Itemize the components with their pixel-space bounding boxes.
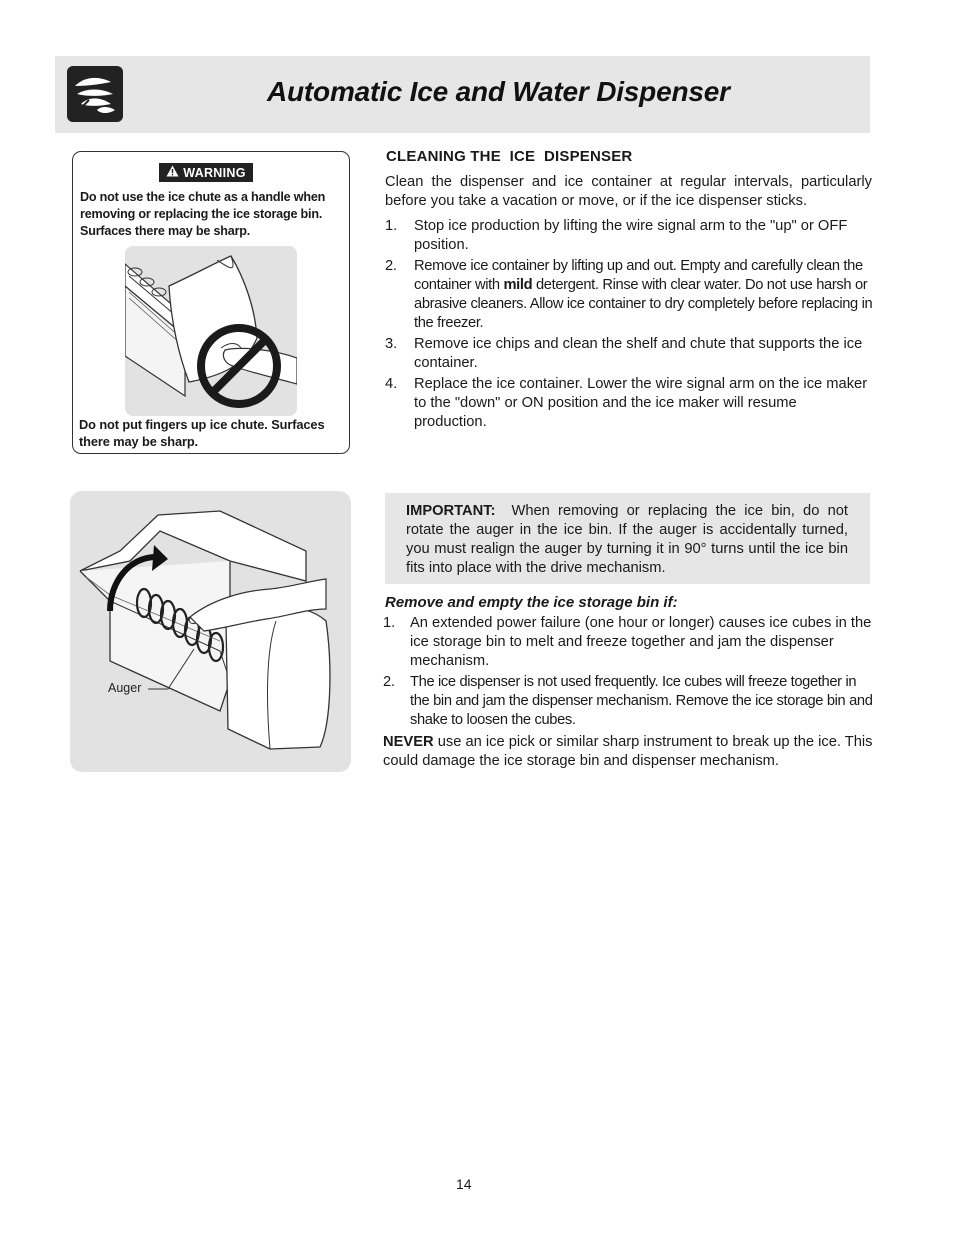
- leaves-logo-icon: [67, 66, 123, 122]
- list-item: [385, 257, 873, 333]
- cleaning-steps: [385, 217, 873, 434]
- warning-text-bottom: Do not put fingers up ice chute. Surfaces there may be sharp.: [79, 417, 325, 449]
- list-item: [385, 335, 873, 373]
- important-note: [385, 493, 870, 584]
- warning-triangle-icon: [166, 165, 179, 180]
- cleaning-intro: Clean the dispenser and ice container at regular intervals, particularly before you take a vacation or move, or if the ice dispenser sticks.: [385, 174, 872, 209]
- item-text: The ice dispenser is not used frequently. Ice cubes will freeze together in the bin and jam the dispenser mechanism. Remove the ice storage bin and shake to loosen the cubes.: [410, 674, 873, 728]
- step-number: 3.: [385, 336, 398, 352]
- list-item: [383, 614, 873, 671]
- item-text: An extended power failure (one hour or longer) causes ice cubes in the ice storage bin to melt and freeze together and jam the dispenser mechanism.: [410, 615, 872, 669]
- list-item: [385, 375, 873, 432]
- step-text: Remove ice chips and clean the shelf and chute that supports the ice container.: [414, 336, 863, 371]
- never-note: [383, 733, 873, 771]
- page-header: [55, 56, 870, 133]
- auger-label: Auger: [108, 681, 142, 695]
- list-item: [383, 673, 873, 730]
- step-number: 4.: [385, 376, 398, 392]
- important-body: When removing or replacing the ice bin, do not rotate the auger in the ice bin. If the auger is accidentally turned, you must realign the auger by turning it in 90° turns until the ice bin fits into place with the drive mechanism.: [406, 503, 848, 576]
- step-text: Replace the ice container. Lower the wire signal arm on the ice maker to the "down" or ON position and the ice maker will resume production.: [414, 376, 868, 430]
- page-number: 14: [456, 1176, 472, 1192]
- step-text: Stop ice production by lifting the wire signal arm to the "up" or OFF position.: [414, 218, 848, 253]
- remove-reasons: [383, 614, 873, 732]
- auger-illustration: [70, 491, 351, 772]
- page-title: Automatic Ice and Water Dispenser: [267, 76, 730, 107]
- step-text-bold: mild: [503, 277, 533, 293]
- step-number: 2.: [385, 258, 397, 274]
- ice-chute-illustration: [125, 246, 297, 416]
- step-text: detergent. Rinse with clear water. Do not use harsh or abrasive cleaners. Allow ice container to dry completely before replacing in the freezer.: [414, 277, 873, 331]
- warning-box: [72, 151, 350, 454]
- item-number: 1.: [383, 615, 396, 631]
- step-number: 1.: [385, 218, 398, 234]
- important-label: IMPORTANT:: [406, 503, 496, 519]
- step-text: Remove ice container by lifting up and out. Empty and carefully clean the container with: [414, 258, 863, 293]
- cleaning-heading: CLEANING THE ICE DISPENSER: [386, 148, 633, 165]
- warning-badge: [159, 163, 253, 182]
- item-number: 2.: [383, 674, 395, 690]
- remove-heading: Remove and empty the ice storage bin if:: [385, 594, 678, 611]
- never-text: use an ice pick or similar sharp instrument to break up the ice. This could damage the ice storage bin and dispenser mechanism.: [383, 734, 873, 769]
- never-bold: NEVER: [383, 734, 434, 750]
- warning-badge-label: WARNING: [183, 165, 246, 180]
- warning-text-top: Do not use the ice chute as a handle when removing or replacing the ice storage bin. Surfaces there may be sharp.: [80, 190, 326, 238]
- list-item: [385, 217, 873, 255]
- important-text: [406, 502, 848, 578]
